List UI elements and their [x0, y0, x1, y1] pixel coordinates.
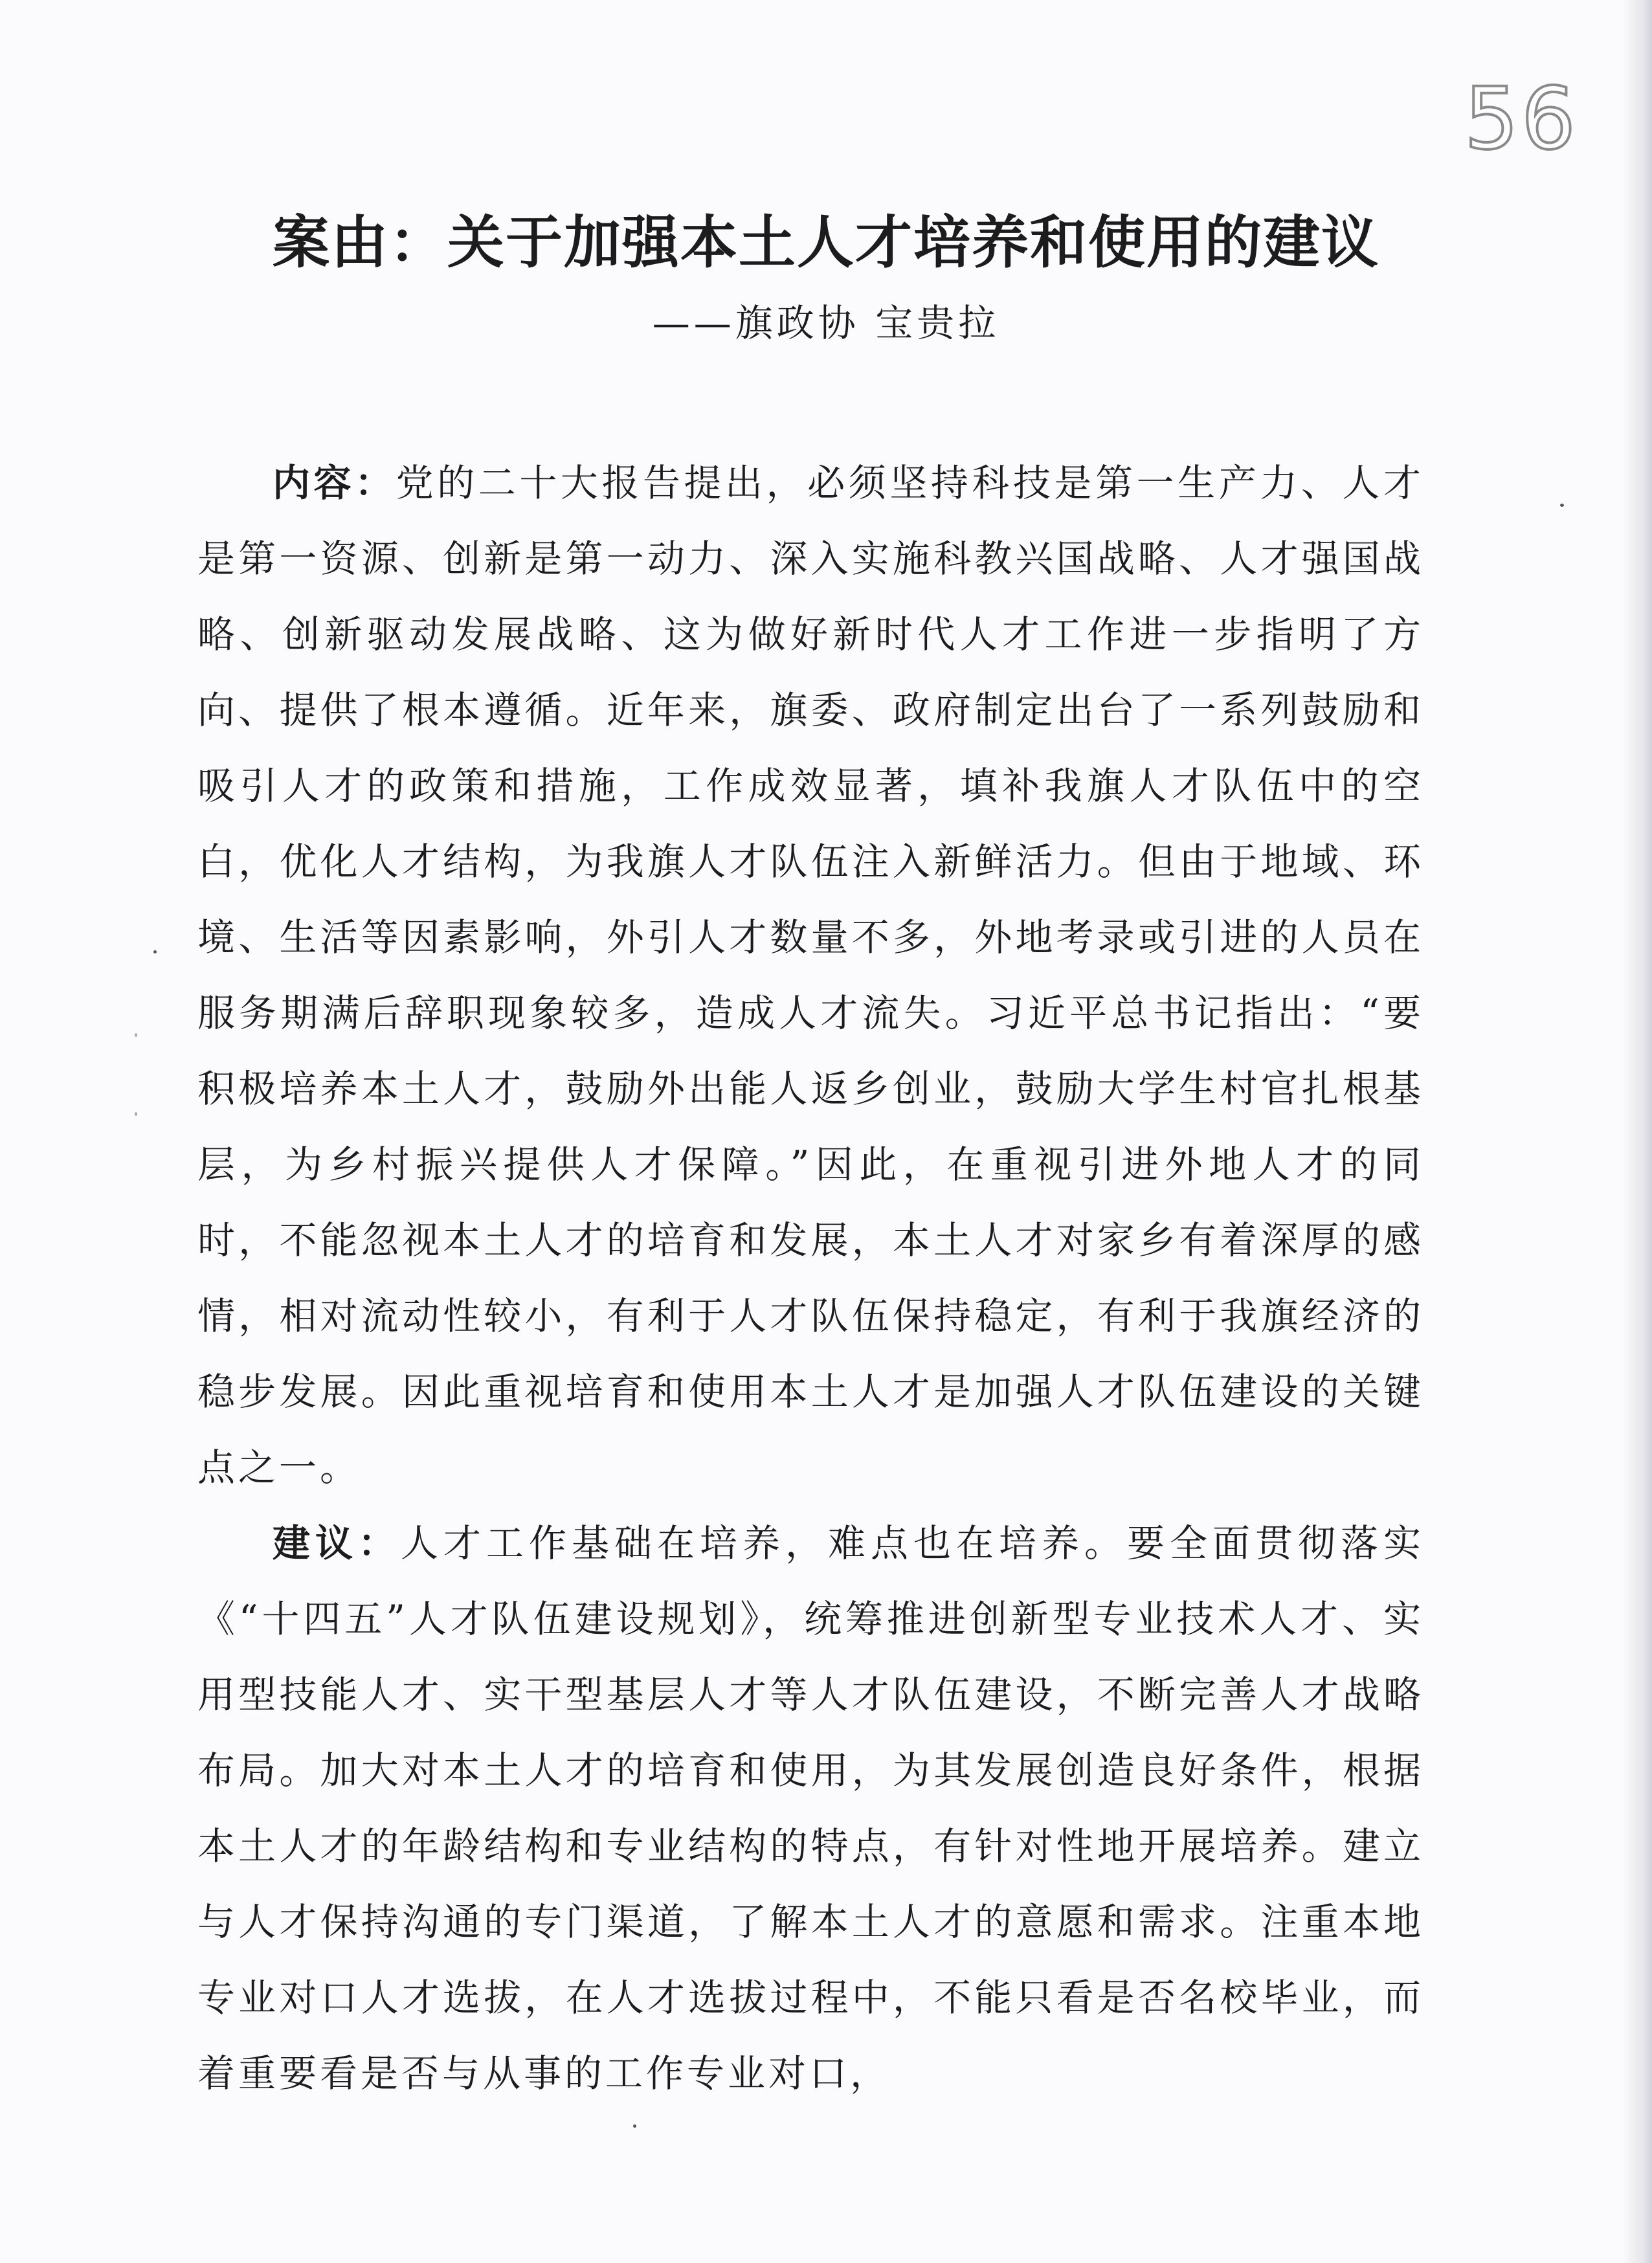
content-paragraph [197, 445, 1424, 1506]
suggestion-label: 建议： [273, 1521, 401, 1565]
suggestion-paragraph [197, 1506, 1424, 2112]
scan-speck [135, 1112, 137, 1116]
author-line: ——旗政协 宝贵拉 [652, 301, 1000, 345]
content-label: 内容： [273, 461, 396, 505]
scan-speck [1560, 504, 1564, 507]
scan-speck [153, 950, 157, 953]
scan-speck [633, 2124, 636, 2128]
suggestion-text: 人才工作基础在培养，难点也在培养。要全面贯彻落实《“十四五”人才队伍建设规划》，统筹推进创新型专业技术人才、实用型技能人才、实干型基层人才等人才队伍建设，不断完善人才战略布局。加大对本土人才的培育和使用，为其发展创造良好条件，根据本土人才的年龄结构和专业结构的特点，有针对性地开展培养。建立与人才保持沟通的专门渠道，了解本土人才的意愿和需求。注重本地专业对口人才选拔，在人才选拔过程中，不能只看是否名校毕业，而着重要看是否与从事的工作专业对口， [197, 1521, 1424, 2095]
document-body [197, 445, 1424, 2112]
content-text: 党的二十大报告提出，必须坚持科技是第一生产力、人才是第一资源、创新是第一动力、深入实施科教兴国战略、人才强国战略、创新驱动发展战略、这为做好新时代人才工作进一步指明了方向、提供了根本遵循。近年来，旗委、政府制定出台了一系列鼓励和吸引人才的政策和措施，工作成效显著，填补我旗人才队伍中的空白，优化人才结构，为我旗人才队伍注入新鲜活力。但由于地域、环境、生活等因素影响，外引人才数量不多，外地考录或引进的人员在服务期满后辞职现象较多，造成人才流失。习近平总书记指出：“要积极培养本土人才，鼓励外出能人返乡创业，鼓励大学生村官扎根基层，为乡村振兴提供人才保障。”因此，在重视引进外地人才的同时，不能忽视本土人才的培育和发展，本土人才对家乡有着深厚的感情，相对流动性较小，有利于人才队伍保持稳定，有利于我旗经济的稳步发展。因此重视培育和使用本土人才是加强人才队伍建设的关键点之一。 [197, 461, 1424, 1489]
document-title: 案由：关于加强本土人才培养和使用的建议 [272, 209, 1379, 276]
handwritten-page-number: 56 [1464, 69, 1578, 169]
scan-speck [135, 1033, 137, 1037]
